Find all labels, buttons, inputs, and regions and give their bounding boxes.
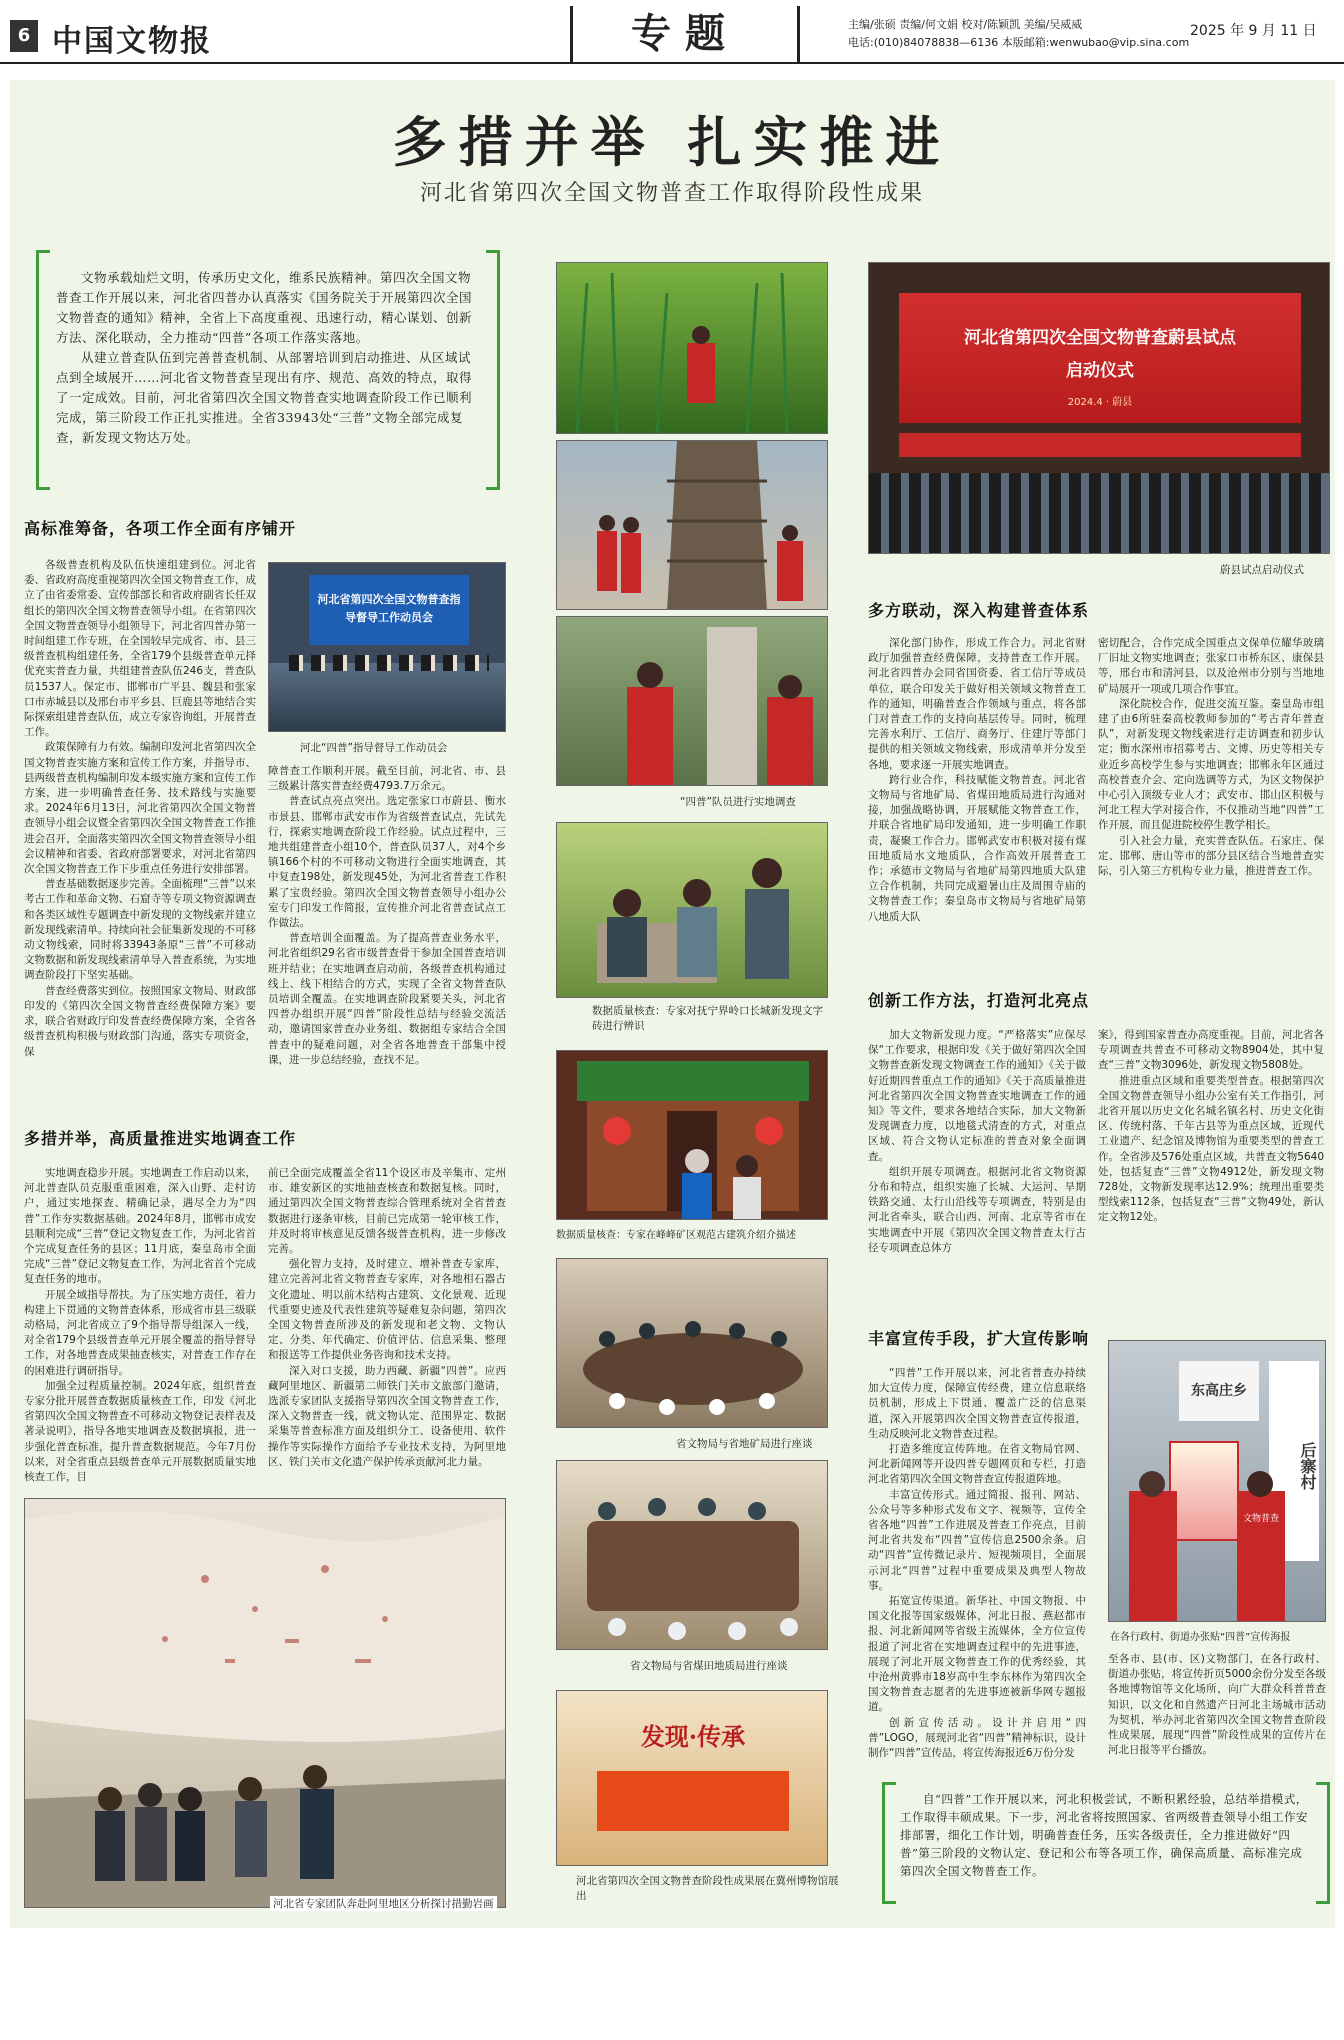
stage-banner (899, 293, 1301, 423)
closing-text (900, 1790, 1310, 1880)
meitian-meeting-photo (556, 1460, 828, 1650)
paragraph: 深入对口支援，助力西藏、新疆“四普”。应西藏阿里地区、新疆第二师铁门关市文旅部门邀请，选派专家团队支援指导第四次全国文物普查工作，深入文物普查一线，就文物认定、范围界定、数据采集等普查标准方面及组织分工、设备使用、软件操作等实际操作方面给予专业技术支持，为阿里地区、铁门关市文化遗产保护传承贡献河北力量。 (268, 1364, 506, 1468)
paragraph: 丰富宣传形式。通过简报、报刊、网站、公众号等多种形式发布文字、视频等，宣传全省各地“四普”工作进展及普查工作亮点，目前河北省共发布“四普”宣传信息2500余条。启动“四普”宣传微记录片、短视频项目，全面展示河北“四普”过程中重要成果及典型人物故事。 (868, 1488, 1086, 1592)
paragraph: 深化部门协作，形成工作合力。河北省财政厅加强普查经费保障，支持普查工作开展。河北省四普办会同省国资委、省工信厅等成员单位，联合印发关于做好相关领域文物普查工作的通知，明确普查合作领域与重点，将各部门对普查工作的支持向基层传导。同时，梳理完善水利厅、工信厅、商务厅、住建厅等部门提供的相关领域文物线索，形成清单并分发至各地，要求逐一开展实地调查。 (868, 637, 1086, 771)
section-heading: 多措并举，高质量推进实地调查工作 (24, 1129, 297, 1148)
lead-paragraph: 从建立普查队伍到完善普查机制、从部署培训到启动推进、从区域试点到全域展开……河北省文物普查呈现出有序、规范、高效的特点，取得了一定成效。目前，河北省第四次全国文物普查实地调查阶段工作已顺利完成，第三阶段工作正扎实推进。全省33943处“三普”文物全部完成复查，新发现文物达万处。 (56, 350, 473, 445)
section-heading: 多方联动，深入构建普查体系 (868, 601, 1090, 620)
stele-scene (557, 617, 828, 786)
photo-caption: 蔚县试点启动仪式 (1220, 564, 1304, 576)
photo-caption: “四普”队员进行实地调查 (680, 796, 796, 808)
lead-bracket-left (36, 250, 50, 490)
sub-headline: 河北省第四次全国文物普查工作取得阶段性成果 (419, 181, 924, 206)
rock-art-scene (25, 1499, 506, 1908)
exhibition-photo (556, 1690, 828, 1866)
banner-line: 河北省第四次全国文物普查蔚县试点 (964, 328, 1236, 348)
banner-small: 2024.4 · 蔚县 (1067, 397, 1133, 408)
stage-table (899, 433, 1301, 457)
photo-caption: 河北“四普”指导督导工作动员会 (300, 742, 448, 754)
article-column (1108, 1652, 1326, 1768)
poster-photo (1108, 1340, 1326, 1622)
page-number: 6 (10, 20, 38, 52)
section-title: 专题 (570, 6, 800, 62)
article-column (1098, 1028, 1324, 1300)
issue-date: 2025 年 9 月 11 日 (1190, 23, 1317, 39)
photo-caption: 省文物局与省煤田地质局进行座谈 (630, 1660, 788, 1672)
paragraph: 政策保障有力有效。编制印发河北省第四次全国文物普查实施方案和宣传工作方案，并指导市、县两级普查机构编制印发本级实施方案和宣传工作方案，进一步明确普查任务、技术路线与实施要求。2024年6月13日，河北省第四次全国文物普查领导小组会议暨全省第四次全国文物普查工作推进会召开，全面落实第四次全国文物普查领导小组会议精神和省委、省政府部署要求，对河北省第四次全国文物普查工作下步重点任务进行安排部署。 (24, 741, 256, 876)
weixian-ceremony-photo (868, 262, 1330, 554)
newspaper-logo: 中国文物报 (52, 24, 212, 59)
audience (869, 473, 1330, 554)
photo-caption: 数据质量核查：专家在峰峰矿区观范古建筑介绍介描述 (556, 1230, 796, 1241)
paragraph: 拓宽宣传渠道。新华社、中国文物报、中国文化报等国家级媒体，河北日报、燕赵都市报、河北新闻网等省级主流媒体，全方位宣传报道了河北省在实地调查过程中的先进事迹，展现了河北开展文物普查工作的优秀经验，其中沧州黄骅市18岁高中生李东林作为第四次全国文物普查志愿者的先进事迹被新华网专题报道。 (868, 1595, 1086, 1714)
paragraph: 推进重点区域和重要类型普查。根据第四次全国文物普查领导小组办公室有关工作指引，河北省开展以历史文化名城名镇名村、历史文化街区、传统村落、千年古县等为重点区域，近现代工业遗产、纪念馆及博物馆为重要类型的普查工作。全省涉及576处重点区域，共普查文物5640处，包括复查“三普”文物4912处，新发现文物728处，文物新发现率达12.9%；统理出重要类型线索112条，包括复查“三普”文物49处，新认定文物12处。 (1098, 1074, 1324, 1224)
paragraph: 加强全过程质量控制。2024年底，组织普查专家分批开展普查数据质量核查工作，印发《河北省第四次全国文物普查不可移动文物登记表样表及著录说明》，指导各地实地调查及数据填报，进一步强化普查标准，提升普查数据规范。今年7月份以来，对全省重点县级普查单元开展数据质量实地核查工作，目 (24, 1379, 256, 1484)
exhibition-title: 发现·传承 (640, 1722, 746, 1751)
paragraph: 普查基础数据逐步完善。全面梳理“三普”以来考古工作和革命文物、石窟寺等专项文物资源调查和各类区域性专题调查中新发现的文物线索并建立新发现线索清单。持续向社会征集新发现的不可移动文物线索，同时将33943条原“三普”不可移动文物数据和新发现线索清单导入普查系统，为实地调查阶段打下坚实基础。 (24, 878, 256, 982)
article-column (268, 1166, 506, 1498)
photo-caption: 数据质量核查：专家对抚宁界岭口长城新发现文字砖进行辨识 (592, 1005, 823, 1032)
meeting-screen: 河北省第四次全国文物普查指导督导工作动员会 (309, 575, 469, 645)
photo-caption: 河北省第四次全国文物普查阶段性成果展在冀州博物馆展出 (576, 1875, 839, 1902)
volunteer-head (1247, 1471, 1273, 1497)
paragraph: 普查试点亮点突出。选定张家口市蔚县、衡水市景县、邯郸市武安市作为省级普查试点，先试先行，探索实地调查阶段工作经验。试点过程中，三地共组建普查小组10个，普查队员37人，对4个乡镇166个村的不可移动文物进行全面实地调查，其中复查198处，新发现45处，为河北省普查工作积累了宝贵经验。第四次全国文物普查领导小组办公室专门印发工作简报，宣传推介河北省普查试点工作做法。 (268, 795, 506, 930)
temple-photo (556, 1050, 828, 1220)
paragraph: 创新宣传活动。设计并启用“四普”LOGO，展现河北省“四普”精神标识，设计制作“四普”宣传品，将宣传海报近6万份分发 (868, 1716, 1086, 1760)
closing-paragraph: 自“四普”工作开展以来，河北积极尝试，不断积累经验，总结举措模式，工作取得丰硕成果。下一步，河北省将按照国家、省两级普查领导小组工作安排部署，细化工作计划，明确普查任务，压实各级责任，全力推进做好“四普”第三阶段的文物认定、登记和公布等各项工作，确保高质量、高标准完成第四次全国文物普查工作。 (900, 1792, 1308, 1878)
paragraph: 强化智力支持，及时建立、增补普查专家库，建立完善河北省文物普查专家库，对各地相石器古文化遗址、明以前木结构古建筑、文化景观、近现代重要史迹及代表性建筑等疑难复杂问题，第四次全国文物普查所涉及的新发现和老文物、文物认定、分类、年代确定、价值评估、信息采集、整理和报送等工作提供业务咨询和技术支持。 (268, 1258, 506, 1362)
article-column (24, 1166, 256, 1498)
article-column (1098, 636, 1324, 962)
paragraph: 组织开展专项调查。根据河北省文物资源分布和特点，组织实施了长城、大运河、旱期铁路交通、太行山沿线等专项调查，特别是由河北省牵头，联合山西、河南、北京等省市在实地调查中开展《第四次全国文物普查太行古径专项调查总体方 (868, 1165, 1086, 1254)
photo-caption: 省文物局与省地矿局进行座谈 (676, 1438, 813, 1450)
paragraph: 前已全面完成覆盖全省11个设区市及辛集市、定州市、雄安新区的实地抽查核查和数据复核。同时，通过第四次全国文物普查综合管理系统对全省普查数据进行逐条审核，目前已完成第一轮审核工作，并及时将审核意见反馈各级普查机构，进一步修改完善。 (268, 1167, 506, 1256)
village-placard: 后寨村 (1269, 1361, 1319, 1561)
article-column (24, 558, 256, 1098)
paragraph: 实地调查稳步开展。实地调查工作启动以来，河北普查队员克服重重困难，深入山野、走村访户，通过实地探查、精确记录，遇尽全力为“四普”工作夯实数据基础。2024年8月，邯郸市成安县顺利完成“三普”登记文物复查工作，为河北省首个完成复查任务的县区；11月底，秦皇岛市全面完成“三普”登记文物复查工作，为河北省首个完成复查任务的地市。 (24, 1167, 256, 1286)
article-column (868, 1366, 1086, 1768)
cornfield-scene (557, 263, 828, 434)
dikuang-meeting-photo (556, 1258, 828, 1428)
temple-scene (557, 1051, 828, 1220)
photo-caption: 河北省专家团队奔赴阿里地区分析探讨措勤岩画 (270, 1896, 497, 1911)
paragraph: 普查经费落实到位。按照国家文物局、财政部印发的《第四次全国文物普查经费保障方案》要求，联合省财政厅印发普查经费保障方案，全省各级普查机构积极与财政部门沟通，落实专项资金，保 (24, 984, 256, 1058)
paragraph: 案》，得到国家普查办高度重视。目前，河北省各专项调查共普查不可移动文物8904处，其中复查“三普”文物3096处，新发现文物5808处。 (1098, 1029, 1324, 1072)
editor-contact: 电话:(010)84078838—6136 本版邮箱:wenwubao@vip.sina.com (848, 36, 1190, 49)
volunteer-right: 文物普查 (1237, 1491, 1285, 1622)
volunteer-head (1139, 1471, 1165, 1497)
volunteer-left (1129, 1491, 1177, 1622)
paragraph: 障普查工作顺利开展。截至目前，河北省、市、县三级累计落实普查经费4793.7万余元。 (268, 765, 506, 793)
paragraph: 密切配合，合作完成全国重点文保单位耀华玻璃厂旧址文物实地调查；张家口市桥东区、康保县等，邢台市和清河县，以及沧州市分别与当地地矿局展开一项或几项合作事宜。 (1098, 637, 1324, 695)
article-column (268, 764, 506, 1098)
paragraph: “四普”工作开展以来，河北省普查办持续加大宣传力度，保障宣传经费，建立信息联络员机制，形成上下贯通、覆盖广泛的信息渠道，深入开展第四次全国文物普查宣传报道，生动反映河北文物普查过程。 (868, 1367, 1086, 1440)
article-column (868, 1028, 1086, 1300)
exhibition-wall (597, 1771, 789, 1831)
section-heading: 高标准筹备，各项工作全面有序铺开 (24, 519, 297, 538)
closing-bracket-right (1316, 1782, 1330, 1904)
section-heading: 丰富宣传手段，扩大宣传影响 (868, 1329, 1090, 1348)
rock-art-photo (24, 1498, 506, 1908)
propaganda-poster (1169, 1441, 1239, 1541)
paragraph: 加大文物新发现力度。“严格落实”应保尽保“工作要求，根据印发《关于做好第四次全国文物普查新发现文物调查工作的通知》《关于做好近期四普重点工作的通知》《关于高质量推进河北省第四次全国文物普查实地调查工作的通知》等文件，要求各地结合实际，加大文物新发现调查力度，以地毯式清查的方式，对重点区域、符合文物认定标准的普查对象全面调查。 (868, 1029, 1086, 1163)
lead-text (56, 268, 480, 448)
meeting-room-scene (557, 1259, 828, 1428)
photo-caption: 在各行政村、街道办张贴“四普”宣传海报 (1110, 1632, 1291, 1643)
meeting-attendees (289, 655, 489, 671)
pagoda-scene (557, 441, 828, 610)
main-headline: 多措并举 扎实推进 (392, 110, 952, 174)
banner-line: 启动仪式 (1066, 361, 1134, 381)
stele-photo (556, 616, 828, 786)
pagoda-photo (556, 440, 828, 610)
meeting-photo (268, 562, 506, 732)
editor-names: 主编/张硕 责编/何文娟 校对/陈颖凯 美编/吴威威 (848, 18, 1083, 31)
paragraph: 深化院校合作，促进交流互鉴。秦皇岛市组建了由6所驻秦高校教师参加的“考古青年普查队”，对新发现文物线索进行走访调查和初步认定；衡水深州市招募考古、文博、历史等相关专业近乡高校学生参与实地调查；邯郸永年区通过高校普查介会、定向选调等方式，为区文物保护中心引入顶级专业人才；武安市、邯山区积极与河北工程大学对接合作，不仅推动当地“四普”工作开展，而且促进院校停生教学相长。 (1098, 697, 1324, 832)
section-heading: 创新工作方法，打造河北亮点 (868, 991, 1090, 1010)
greatwall-brick-photo (556, 822, 828, 998)
greatwall-scene (557, 823, 828, 998)
lead-paragraph: 文物承载灿烂文明，传承历史文化，维系民族精神。第四次全国文物普查工作开展以来，河北省四普办认真落实《国务院关于开展第四次全国文物普查的通知》精神，全省上下高度重视、迅速行动，精心谋划、创新方法、深化联动，全力推动“四普”各项工作落实落地。 (56, 270, 473, 345)
paragraph: 打造多维度宣传阵地。在省文物局官网、河北新闻网等开设四普专题网页和专栏，打造河北省第四次全国文物普查宣传报道阵地。 (868, 1443, 1086, 1486)
lead-bracket-right (486, 250, 500, 490)
editor-credits (848, 16, 1189, 52)
meeting-table (269, 663, 506, 732)
paragraph: 跨行业合作，科技赋能文物普查。河北省文物局与省地矿局、省煤田地质局进行沟通对接，加强战略协调，开展赋能文物普查工作，并联合省地矿局印发通知，进一步明确工作职责，凝聚工作合力。邯郸武安市积极对接有煤田地质局水文地质队，合作高效开展普查工作；承德市文物局与省地矿局第四地质大队建立合作机制，共同完成避暑山庄及周围寺庙的文物普查工作；秦皇岛市文物局与省地矿局第八地质大队 (868, 773, 1086, 923)
paragraph: 普查培训全面覆盖。为了提高普查业务水平，河北省组织29名省市级普查骨干参加全国普查培训班并结业；在实地调查启动前，各级普查机构通过线上、线下相结合的方式，实现了全省文物普查队员培训全覆盖。在实地调查阶段紧要关头，河北省四普办组织开展“四普”阶段性总结与经验交流活动，邀请国家普查办业务组、数据组专家结合全国普查中的疑难问题，对全省各地普查干部集中授课，进一步总结经验，查找不足。 (268, 932, 506, 1066)
signboard: 东高庄乡 (1179, 1361, 1259, 1421)
article-column (868, 636, 1086, 962)
paragraph: 开展全域指导帮扶。为了压实地方责任，着力构建上下贯通的文物普查体系，形成省市县三级联动格局，河北省成立了9个指导帮导组深入一线，对全省179个县级普查单元开展全覆盖的指导督导工作，对各地普查成果抽查核实，对普查工作存在的困难进行调研指导。 (24, 1288, 256, 1377)
closing-bracket-left (882, 1782, 896, 1904)
paragraph: 各级普查机构及队伍快速组建到位。河北省委、省政府高度重视第四次全国文物普查工作，成立了由省委常委、宣传部部长和省政府副省长任双组长的第四次全国文物普查领导小组。在省第四次全国文物普查领导小组领导下，河北省四普办第一时间组建工作专班，在全国较早完成省、市、县三级普查机构组建任务，全省179个县级普查单元择优充实普查力量，共组建普查队伍246支，普查队员1537人。保定市、邯郸市广平县、魏县和张家口市赤城县以及邢台市平乡县、巨鹿县等地结合实际探索组建普查队伍，成立专家咨询组，开展普查工作。 (24, 559, 256, 739)
masthead (0, 0, 1344, 64)
meeting-room-scene (557, 1461, 828, 1650)
paragraph: 引入社会力量，充实普查队伍。石家庄、保定、邯郸、唐山等市的部分县区结合当地普查实际，引入第三方机构专业力量，推进普查工作。 (1098, 834, 1324, 878)
cornfield-photo (556, 262, 828, 434)
paragraph: 至各市、县(市、区)文物部门，在各行政村、街道办张贴，将宣传折页5000余份分发至各级各地博物馆等文化场所，向广大群众科普普查知识，以文化和自然遗产日河北主场城市活动为契机，举办河北省第四次全国文物普查阶段性成果展，展现“四普”阶段性成果的宣传片在河北日报等平台播放。 (1108, 1653, 1326, 1757)
